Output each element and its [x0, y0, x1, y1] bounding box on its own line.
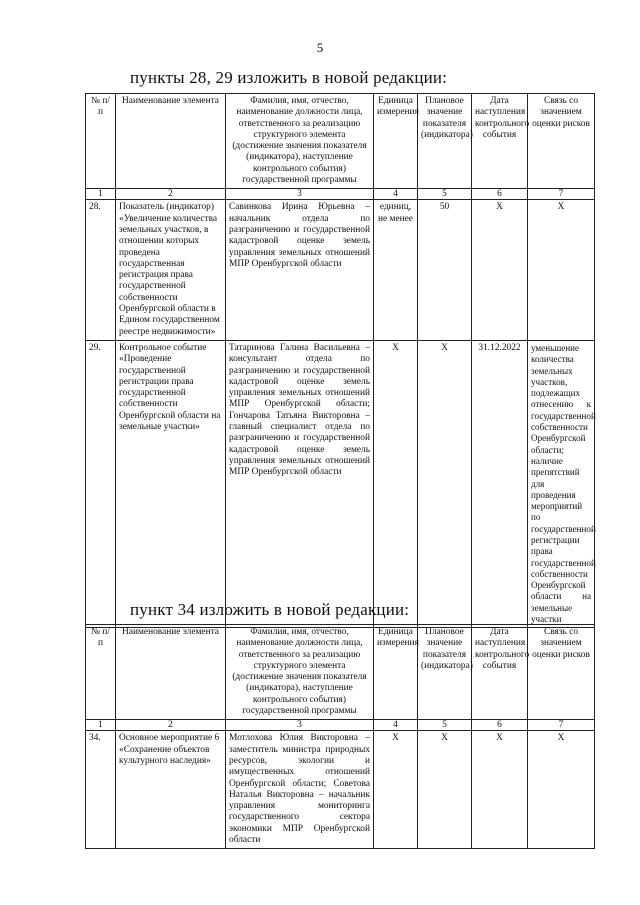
header-plan: Плановое значение показателя (индикатора) [418, 94, 472, 189]
header-name: Наименование элемента [116, 94, 226, 189]
header-risk: Связь со значением оценки рисков [528, 94, 595, 189]
row-plan: Х [418, 340, 472, 627]
header-date: Дата наступления контрольного события [472, 94, 528, 189]
section-heading-2: пункт 34 изложить в новой редакции: [130, 600, 410, 619]
header-num: № п/п [86, 94, 116, 189]
table-row [86, 200, 595, 341]
column-number-row [86, 189, 595, 200]
row-name: Контрольное событие «Проведение государственной регистрации права государственной собственности Оренбургской области на земельные участки» [116, 340, 226, 627]
header-person: Фамилия, имя, отчество, наименование должности лица, ответственного за реализацию структурного элемента (достижение значения показателя (индикатора), наступление контрольного события) государственной программы [226, 625, 374, 720]
row-unit: Х [374, 340, 418, 627]
column-number: 1 [86, 189, 116, 200]
row-risk: Х [528, 731, 595, 849]
row-person: Савинкова Ирина Юрьевна – начальник отдела по разграничению и государственной кадастровой оценке земель управления земельных отношений МПР Оренбургской области [226, 200, 374, 341]
row-risk: уменьшение количества земельных участков, подлежащих отнесению к государственной собственности Оренбургской области; наличие препятствий для проведения мероприятий по государственной регистрации права государственной собственности Оренбургской области на земельные участки [528, 340, 595, 627]
table-row [86, 340, 595, 627]
header-person: Фамилия, имя, отчество, наименование должности лица, ответственного за реализацию структурного элемента (достижение значения показателя (индикатора), наступление контрольного события) государственной программы [226, 94, 374, 189]
column-number: 5 [418, 189, 472, 200]
header-name: Наименование элемента [116, 625, 226, 720]
row-unit: единиц, не менее [374, 200, 418, 341]
row-date: 31.12.2022 [472, 340, 528, 627]
row-date: Х [472, 731, 528, 849]
header-plan: Плановое значение показателя (индикатора) [418, 625, 472, 720]
table-row [86, 731, 595, 849]
column-number-row [86, 720, 595, 731]
header-date: Дата наступления контрольного события [472, 625, 528, 720]
header-unit: Единица измерения [374, 625, 418, 720]
column-number: 7 [528, 189, 595, 200]
column-number: 4 [374, 720, 418, 731]
table-header-row [86, 94, 595, 189]
column-number: 3 [226, 189, 374, 200]
row-num: 28. [86, 200, 116, 341]
column-number: 2 [116, 189, 226, 200]
page-number: 5 [316, 40, 324, 55]
row-name: Показатель (индикатор) «Увеличение количества земельных участков, в отношении которых проведена государственная регистрация права государственной собственности Оренбургской области в Едином государственном реестре недвижимости» [116, 200, 226, 341]
header-num: № п/п [86, 625, 116, 720]
row-person: Мотлохова Юлия Викторовна – заместитель министра природных ресурсов, экологии и имущественных отношений Оренбургской области; Советова Наталья Викторовна – начальник управления мониторинга государственного сектора экономики МПР Оренбургской области [226, 731, 374, 849]
column-number: 4 [374, 189, 418, 200]
table-items-28-29 [85, 93, 595, 628]
column-number: 3 [226, 720, 374, 731]
table-item-34 [85, 624, 595, 849]
header-risk: Связь со значением оценки рисков [528, 625, 595, 720]
section-heading-1: пункты 28, 29 изложить в новой редакции: [130, 68, 448, 87]
row-unit: Х [374, 731, 418, 849]
column-number: 7 [528, 720, 595, 731]
row-num: 29. [86, 340, 116, 627]
table-header-row [86, 625, 595, 720]
row-date: Х [472, 200, 528, 341]
row-num: 34. [86, 731, 116, 849]
column-number: 6 [472, 189, 528, 200]
row-name: Основное мероприятие 6 «Сохранение объектов культурного наследия» [116, 731, 226, 849]
row-plan: 50 [418, 200, 472, 341]
column-number: 5 [418, 720, 472, 731]
column-number: 1 [86, 720, 116, 731]
row-person: Татаринова Галина Васильевна – консультант отдела по разграничению и государственной кадастровой оценке земель управления земельных отношений МПР Оренбургской области; Гончарова Татьяна Викторовна – главный специалист отдела по разграничению и государственной кадастровой оценке земель управления земельных отношений МПР Оренбургской области [226, 340, 374, 627]
header-unit: Единица измерения [374, 94, 418, 189]
column-number: 6 [472, 720, 528, 731]
row-risk: Х [528, 200, 595, 341]
column-number: 2 [116, 720, 226, 731]
row-plan: Х [418, 731, 472, 849]
